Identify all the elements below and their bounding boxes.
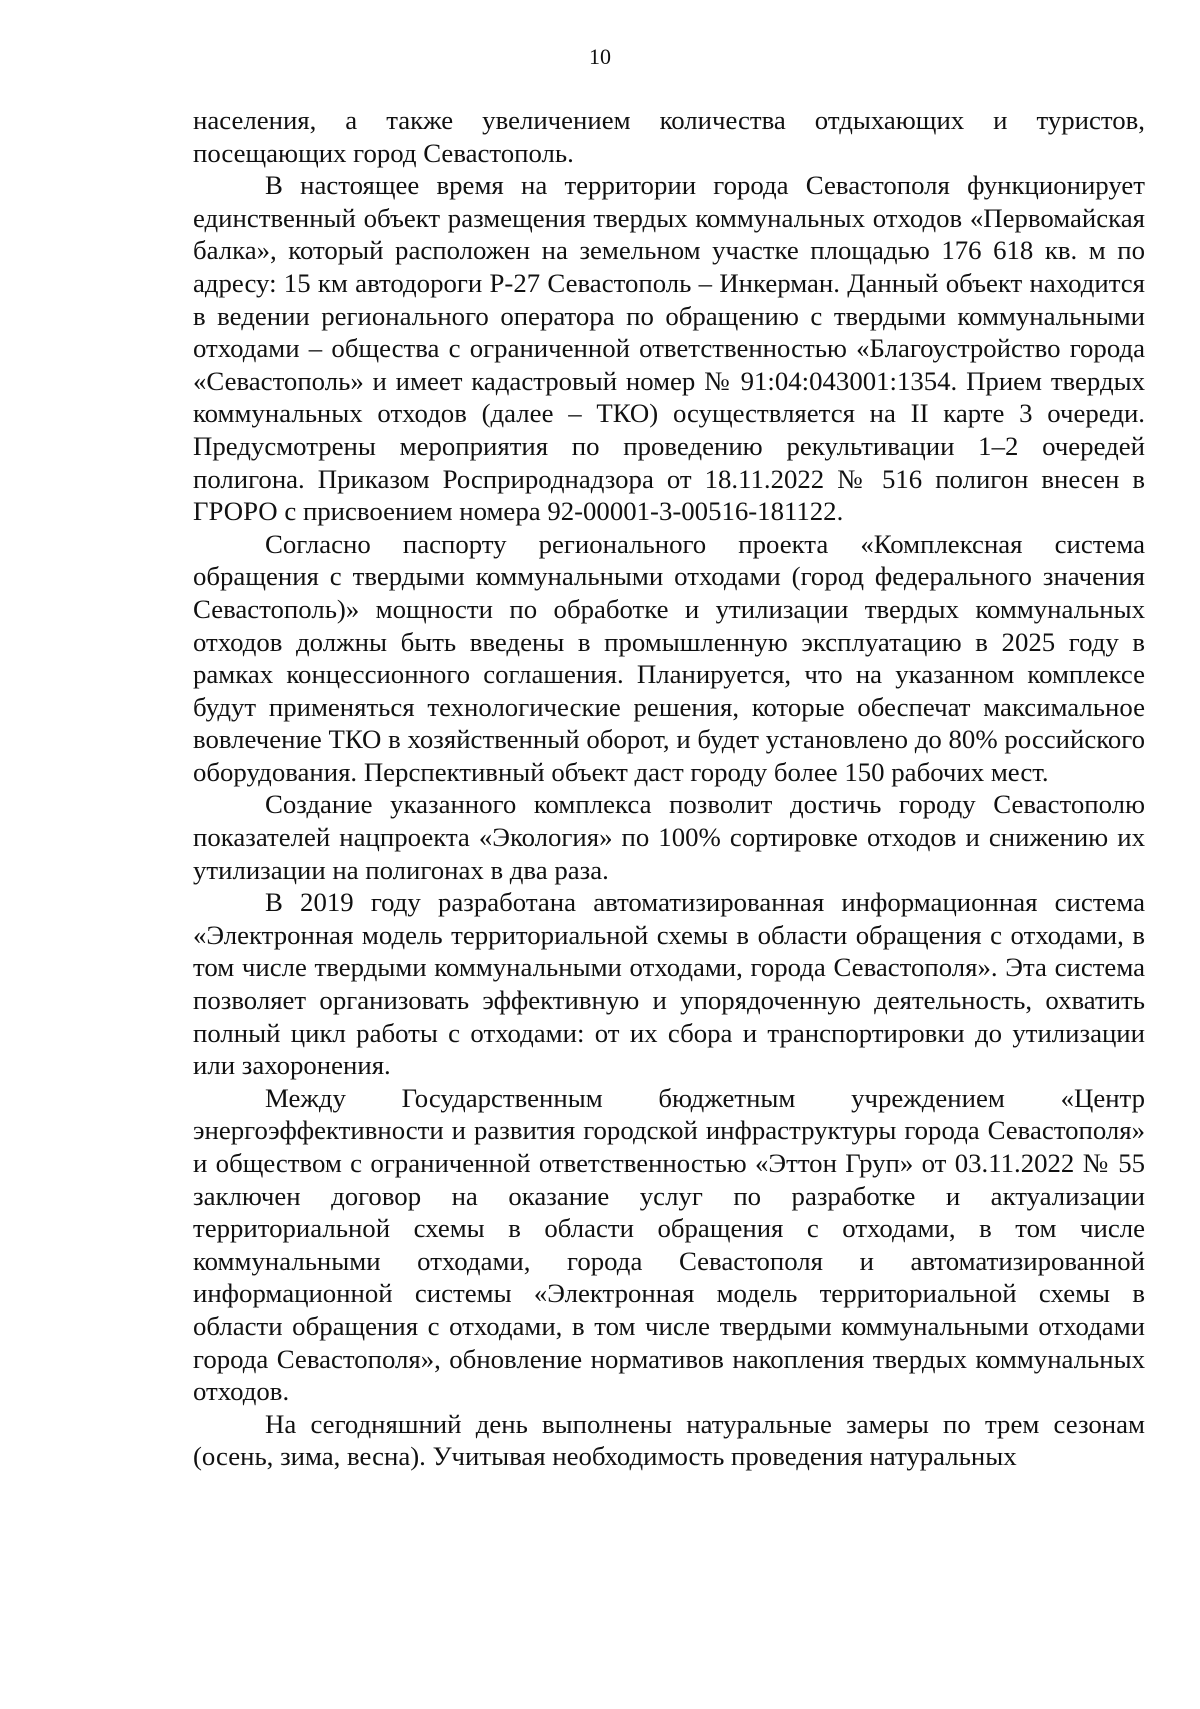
paragraph-contract: Между Государственным бюджетным учреждением «Центр энергоэффективности и развития городской инфраструктуры города Севастополя» и обществом с ограниченной ответственностью «Эттон Груп» от 03.11.2022 № 55 заключен договор на оказание услуг по разработке и актуализации территориальной схемы в области обращения с отходами, в том числе коммунальными отходами, города Севастополя и автоматизированной информационной системы «Электронная модель территориальной схемы в области обращения с отходами, в том числе твердыми коммунальными отходами города Севастополя», обновление нормативов накопления твердых коммунальных отходов. — [193, 1082, 1145, 1407]
paragraph-regional-project: Согласно паспорту регионального проекта «Комплексная система обращения с твердыми коммунальными отходами (город федерального значения Севастополь)» мощности по обработке и утилизации твердых коммунальных отходов должны быть введены в промышленную эксплуатацию в 2025 году в рамках концессионного соглашения. Планируется, что на указанном комплексе будут применяться технологические решения, которые обеспечат максимальное вовлечение ТКО в хозяйственный оборот, и будет установлено до 80% российского оборудования. Перспективный объект даст городу более 150 рабочих мест. — [193, 528, 1145, 787]
paragraph-field-measurements: На сегодняшний день выполнены натуральные замеры по трем сезонам (осень, зима, весна). Учитывая необходимость проведения натуральных — [193, 1408, 1145, 1472]
paragraph-landfill-description: В настоящее время на территории города Севастополя функционирует единственный объект размещения твердых коммунальных отходов «Первомайская балка», который расположен на земельном участке площадью 176 618 кв. м по адресу: 15 км автодороги Р-27 Севастополь – Инкерман. Данный объект находится в ведении регионального оператора по обращению с твердыми коммунальными отходами – общества с ограниченной ответственностью «Благоустройство города «Севастополь» и имеет кадастровый номер № 91:04:043001:1354. Прием твердых коммунальных отходов (далее – ТКО) осуществляется на II карте 3 очереди. Предусмотрены мероприятия по проведению рекультивации 1–2 очередей полигона. Приказом Росприроднадзора от 18.11.2022 № 516 полигон внесен в ГРОРО с присвоением номера 92-00001-3-00516-181122. — [193, 170, 1145, 527]
paragraph-ecology-targets: Создание указанного комплекса позволит достичь городу Севастополю показателей нацпроекта «Экология» по 100% сортировке отходов и снижению их утилизации на полигонах в два раза. — [193, 789, 1145, 885]
paragraph-information-system: В 2019 году разработана автоматизированная информационная система «Электронная модель территориальной схемы в области обращения с отходами, в том числе твердыми коммунальными отходами, города Севастополя». Эта система позволяет организовать эффективную и упорядоченную деятельность, охватить полный цикл работы с отходами: от их сбора и транспортировки до утилизации или захоронения. — [193, 887, 1145, 1081]
page-number: 10 — [589, 44, 611, 69]
paragraph-continuation: населения, а также увеличением количества отдыхающих и туристов, посещающих город Севастополь. — [193, 105, 1145, 168]
document-body — [193, 104, 1145, 1473]
